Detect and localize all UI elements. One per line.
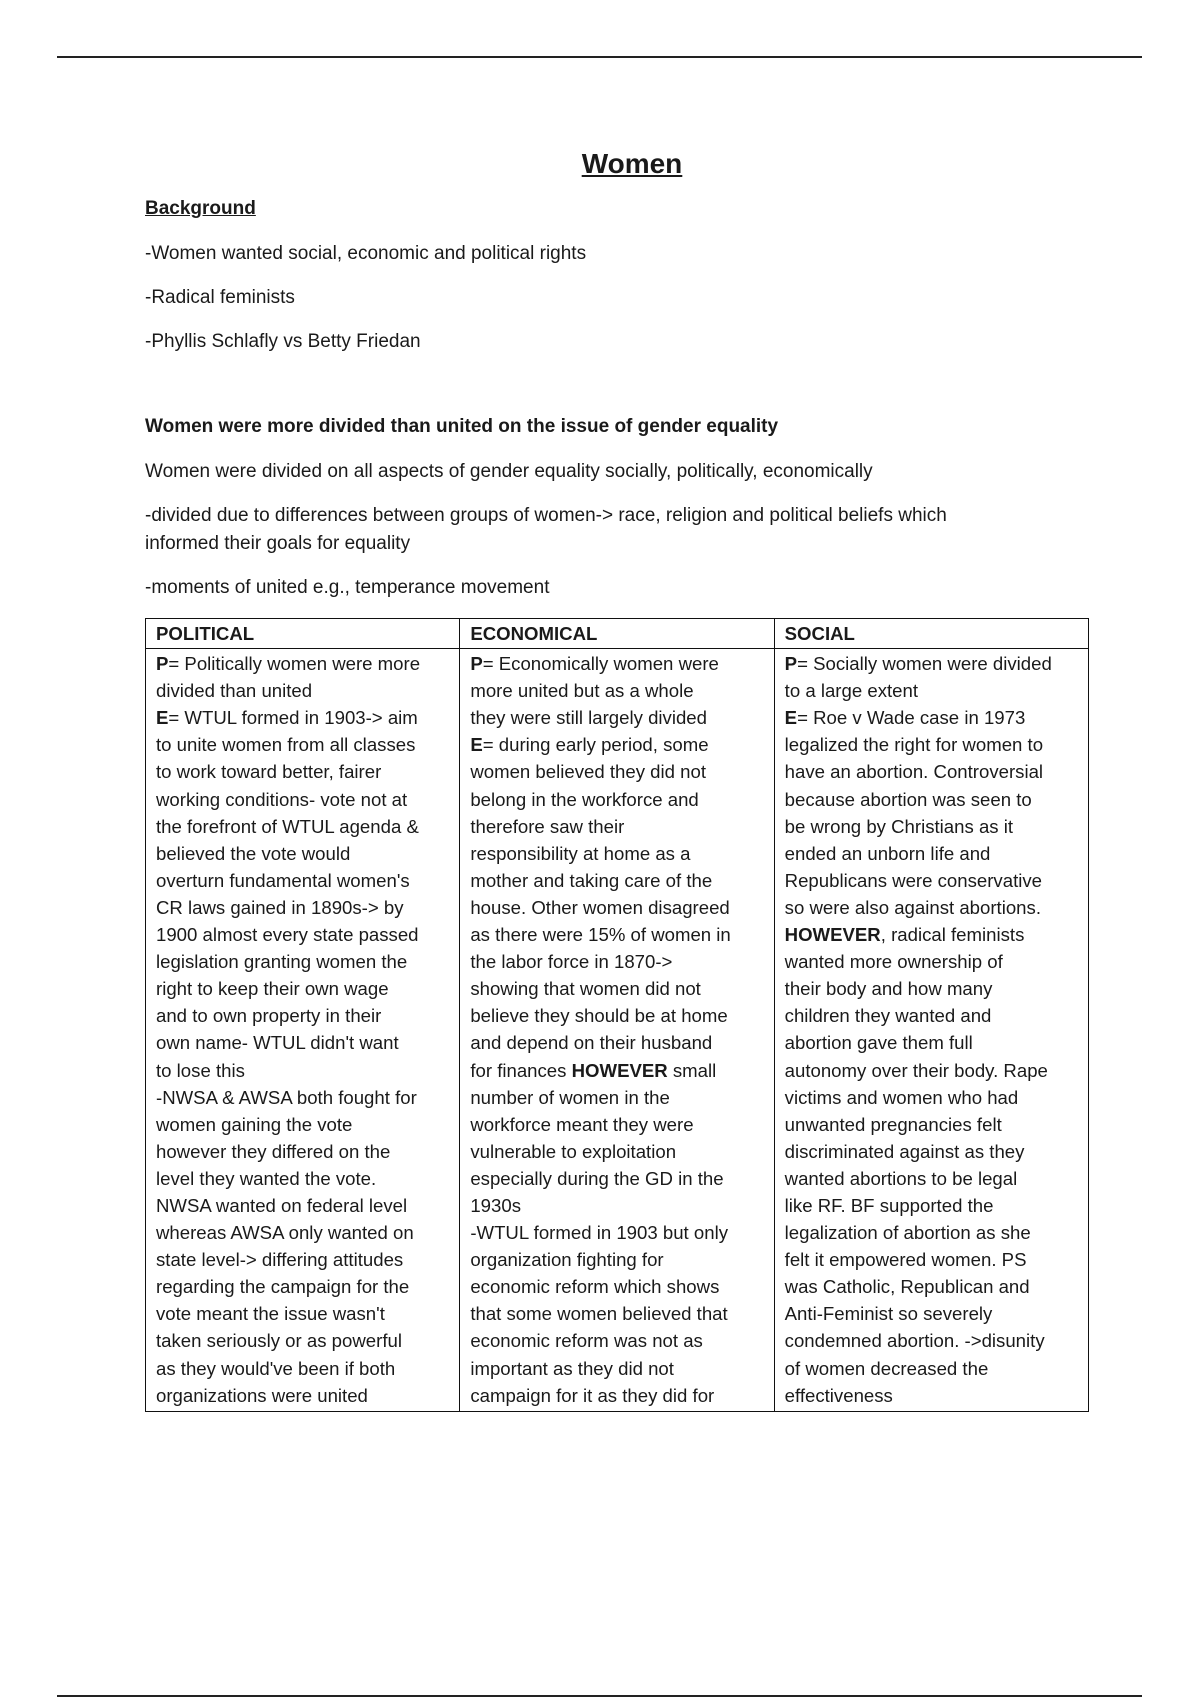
cell-line (156, 1273, 451, 1300)
cell-text: of women decreased the (784, 1357, 989, 1379)
cell-line (156, 786, 451, 813)
cell-text: for finances (470, 1059, 572, 1081)
cell-line (470, 677, 765, 704)
cell-text: level they wanted the vote. (156, 1167, 377, 1189)
cell-bold-text: E (470, 734, 483, 756)
cell-text: vote meant the issue wasn't (156, 1303, 385, 1325)
cell-line (470, 1138, 765, 1165)
cell-text: unwanted pregnancies felt (784, 1113, 1002, 1135)
cell-line (785, 867, 1080, 894)
cell-line (156, 921, 451, 948)
cell-line (156, 867, 451, 894)
cell-bold-text: P (470, 653, 483, 675)
cell-line (785, 840, 1080, 867)
cell-text: autonomy over their body. Rape (784, 1059, 1048, 1081)
cell-text: more united but as a whole (470, 680, 694, 702)
cell-line (156, 1382, 451, 1409)
cell-text: the labor force in 1870-> (470, 951, 673, 973)
social-cell (774, 649, 1088, 1412)
footer-rule (57, 1695, 1142, 1697)
cell-line (785, 677, 1080, 704)
cell-text: campaign for it as they did for (470, 1384, 715, 1406)
table-header-row (146, 619, 1089, 649)
cell-line (785, 1002, 1080, 1029)
cell-text: be wrong by Christians as it (784, 815, 1014, 837)
cell-bold-text: HOWEVER (571, 1059, 668, 1081)
cell-line (470, 1057, 765, 1084)
cell-line (156, 1111, 451, 1138)
cell-line (156, 948, 451, 975)
background-point: -Phyllis Schlafly vs Betty Friedan (145, 331, 421, 352)
cell-line (470, 1246, 765, 1273)
cell-line (785, 1300, 1080, 1327)
cell-line (785, 731, 1080, 758)
cell-text: organization fighting for (470, 1249, 664, 1271)
cell-line (156, 1057, 451, 1084)
cell-text: whereas AWSA only wanted on (156, 1222, 414, 1244)
cell-text: children they wanted and (784, 1005, 992, 1027)
cell-line (156, 975, 451, 1002)
economical-cell (460, 649, 774, 1412)
cell-line (785, 650, 1080, 677)
cell-line (785, 1219, 1080, 1246)
cell-line (785, 786, 1080, 813)
question-heading: Women were more divided than united on the issue of gender equality (145, 416, 779, 437)
cell-text: = Socially women were divided (797, 653, 1052, 675)
cell-text: therefore saw their (470, 815, 625, 837)
cell-text: state level-> differing attitudes (156, 1249, 404, 1271)
cell-line (785, 1192, 1080, 1219)
cell-text: right to keep their own wage (156, 978, 389, 1000)
cell-text: have an abortion. Controversial (784, 761, 1044, 783)
cell-text: , radical feminists (880, 924, 1025, 946)
cell-text: overturn fundamental women's (156, 869, 410, 891)
cell-text: their body and how many (784, 978, 993, 1000)
cell-line (785, 1084, 1080, 1111)
question-paragraph: Women were divided on all aspects of gender equality socially, politically, economically (145, 461, 873, 482)
cell-text: -NWSA & AWSA both fought for (156, 1086, 417, 1108)
cell-text: economic reform was not as (470, 1330, 703, 1352)
cell-line (785, 1165, 1080, 1192)
cell-line (156, 731, 451, 758)
cell-line (470, 840, 765, 867)
cell-line (785, 1273, 1080, 1300)
cell-line (156, 1002, 451, 1029)
cell-line (156, 840, 451, 867)
cell-line (470, 867, 765, 894)
cell-line (785, 1382, 1080, 1409)
cell-text: felt it empowered women. PS (784, 1249, 1027, 1271)
cell-text: to work toward better, fairer (156, 761, 382, 783)
cell-line (470, 1355, 765, 1382)
cell-text: 1930s (470, 1194, 521, 1216)
cell-line (470, 731, 765, 758)
cell-line (156, 1300, 451, 1327)
cell-line (156, 1084, 451, 1111)
political-cell (146, 649, 460, 1412)
cell-bold-text: E (156, 707, 169, 729)
cell-text: economic reform which shows (470, 1276, 720, 1298)
cell-text: and depend on their husband (470, 1032, 713, 1054)
cell-line (785, 921, 1080, 948)
column-header-political: POLITICAL (146, 619, 460, 649)
cell-line (156, 1165, 451, 1192)
cell-text: to unite women from all classes (156, 734, 416, 756)
header-rule (57, 56, 1142, 58)
cell-text: mother and taking care of the (470, 869, 713, 891)
cell-line (156, 758, 451, 785)
cell-text: like RF. BF supported the (784, 1194, 994, 1216)
cell-line (785, 758, 1080, 785)
cell-line (470, 786, 765, 813)
question-paragraph: -divided due to differences between groups of women-> race, religion and political beliefs which informed their goals for equality (145, 505, 947, 554)
cell-line (156, 1192, 451, 1219)
cell-line (785, 1355, 1080, 1382)
cell-bold-text: P (156, 653, 169, 675)
cell-line (470, 1029, 765, 1056)
cell-line (470, 1382, 765, 1409)
page-title: Women (581, 148, 683, 179)
cell-line (470, 1273, 765, 1300)
cell-line (470, 1192, 765, 1219)
cell-text: and to own property in their (156, 1005, 382, 1027)
cell-text: women believed they did not (470, 761, 707, 783)
cell-text: vulnerable to exploitation (470, 1140, 677, 1162)
cell-text: so were also against abortions. (784, 896, 1041, 918)
cell-line (470, 894, 765, 921)
cell-text: the forefront of WTUL agenda & (156, 815, 419, 837)
cell-text: as there were 15% of women in (470, 924, 731, 946)
cell-text: legalized the right for women to (784, 734, 1044, 756)
cell-text: believe they should be at home (470, 1005, 728, 1027)
cell-text: belong in the workforce and (470, 788, 699, 810)
cell-text: = during early period, some (482, 734, 709, 756)
cell-bold-text: P (784, 653, 798, 675)
cell-line (785, 1029, 1080, 1056)
cell-line (470, 1219, 765, 1246)
cell-text: workforce meant they were (470, 1113, 694, 1135)
cell-text: legalization of abortion as she (784, 1222, 1031, 1244)
table-row (146, 649, 1089, 1412)
cell-text: believed the vote would (156, 842, 351, 864)
cell-line (156, 1327, 451, 1354)
cell-text: Anti-Feminist so severely (784, 1303, 993, 1325)
cell-text: divided than united (156, 680, 313, 702)
cell-text: = WTUL formed in 1903-> aim (168, 707, 418, 729)
cell-line (785, 975, 1080, 1002)
cell-line (156, 1355, 451, 1382)
cell-line (156, 704, 451, 731)
cell-text: legislation granting women the (156, 951, 408, 973)
cell-text: however they differed on the (156, 1140, 391, 1162)
cell-line (156, 894, 451, 921)
cell-text: number of women in the (470, 1086, 670, 1108)
cell-line (470, 650, 765, 677)
cell-text: wanted abortions to be legal (784, 1167, 1018, 1189)
cell-text: showing that women did not (470, 978, 701, 1000)
cell-line (470, 1111, 765, 1138)
cell-line (470, 1084, 765, 1111)
section-spacer (145, 372, 1089, 416)
cell-text: important as they did not (470, 1357, 674, 1379)
cell-line (470, 758, 765, 785)
cell-line (156, 677, 451, 704)
cell-text: 1900 almost every state passed (156, 924, 419, 946)
cell-text: abortion gave them full (784, 1032, 973, 1054)
cell-line (785, 894, 1080, 921)
cell-text: small (667, 1059, 717, 1081)
cell-line (785, 1246, 1080, 1273)
cell-line (156, 1246, 451, 1273)
cell-line (156, 1219, 451, 1246)
cell-line (785, 1057, 1080, 1084)
cell-text: ended an unborn life and (784, 842, 991, 864)
cell-line (785, 1138, 1080, 1165)
cell-text: that some women believed that (470, 1303, 728, 1325)
cell-line (785, 704, 1080, 731)
cell-text: effectiveness (784, 1384, 893, 1406)
cell-text: own name- WTUL didn't want (156, 1032, 399, 1054)
cell-text: = Politically women were more (168, 653, 421, 675)
cell-text: responsibility at home as a (470, 842, 691, 864)
cell-text: -WTUL formed in 1903 but only (470, 1222, 728, 1244)
cell-line (470, 704, 765, 731)
column-header-social: SOCIAL (774, 619, 1088, 649)
cell-text: house. Other women disagreed (470, 896, 730, 918)
cell-bold-text: HOWEVER (784, 924, 881, 946)
cell-line (785, 1111, 1080, 1138)
document-body (145, 148, 1089, 1412)
cell-line (470, 1327, 765, 1354)
cell-line (156, 813, 451, 840)
cell-text: = Economically women were (482, 653, 719, 675)
cell-text: to lose this (156, 1059, 245, 1081)
cell-text: CR laws gained in 1890s-> by (156, 896, 404, 918)
cell-text: women gaining the vote (156, 1113, 353, 1135)
cell-text: discriminated against as they (784, 1140, 1025, 1162)
cell-text: = Roe v Wade case in 1973 (797, 707, 1026, 729)
cell-line (156, 1138, 451, 1165)
cell-line (785, 948, 1080, 975)
column-header-economical: ECONOMICAL (460, 619, 774, 649)
background-point: -Women wanted social, economic and political rights (145, 243, 587, 264)
cell-text: especially during the GD in the (470, 1167, 724, 1189)
pee-table (145, 618, 1089, 1412)
cell-text: taken seriously or as powerful (156, 1330, 402, 1352)
cell-text: condemned abortion. ->disunity (784, 1330, 1045, 1352)
cell-line (470, 975, 765, 1002)
cell-line (156, 1029, 451, 1056)
cell-line (785, 1327, 1080, 1354)
cell-text: Republicans were conservative (784, 869, 1042, 891)
cell-line (470, 948, 765, 975)
cell-text: organizations were united (156, 1384, 368, 1406)
cell-line (785, 813, 1080, 840)
cell-line (470, 921, 765, 948)
cell-text: victims and women who had (784, 1086, 1019, 1108)
question-paragraph: -moments of united e.g., temperance movement (145, 577, 550, 598)
cell-line (470, 813, 765, 840)
cell-text: as they would've been if both (156, 1357, 396, 1379)
cell-line (156, 650, 451, 677)
cell-line (470, 1300, 765, 1327)
cell-text: working conditions- vote not at (156, 788, 408, 810)
background-heading: Background (145, 198, 256, 219)
background-point: -Radical feminists (145, 287, 295, 308)
cell-text: NWSA wanted on federal level (156, 1194, 408, 1216)
cell-text: to a large extent (784, 680, 918, 702)
cell-text: wanted more ownership of (784, 951, 1003, 973)
cell-text: regarding the campaign for the (156, 1276, 410, 1298)
cell-text: was Catholic, Republican and (784, 1276, 1030, 1298)
cell-line (470, 1165, 765, 1192)
cell-bold-text: E (784, 707, 798, 729)
cell-text: they were still largely divided (470, 707, 707, 729)
cell-text: because abortion was seen to (784, 788, 1032, 810)
cell-line (470, 1002, 765, 1029)
